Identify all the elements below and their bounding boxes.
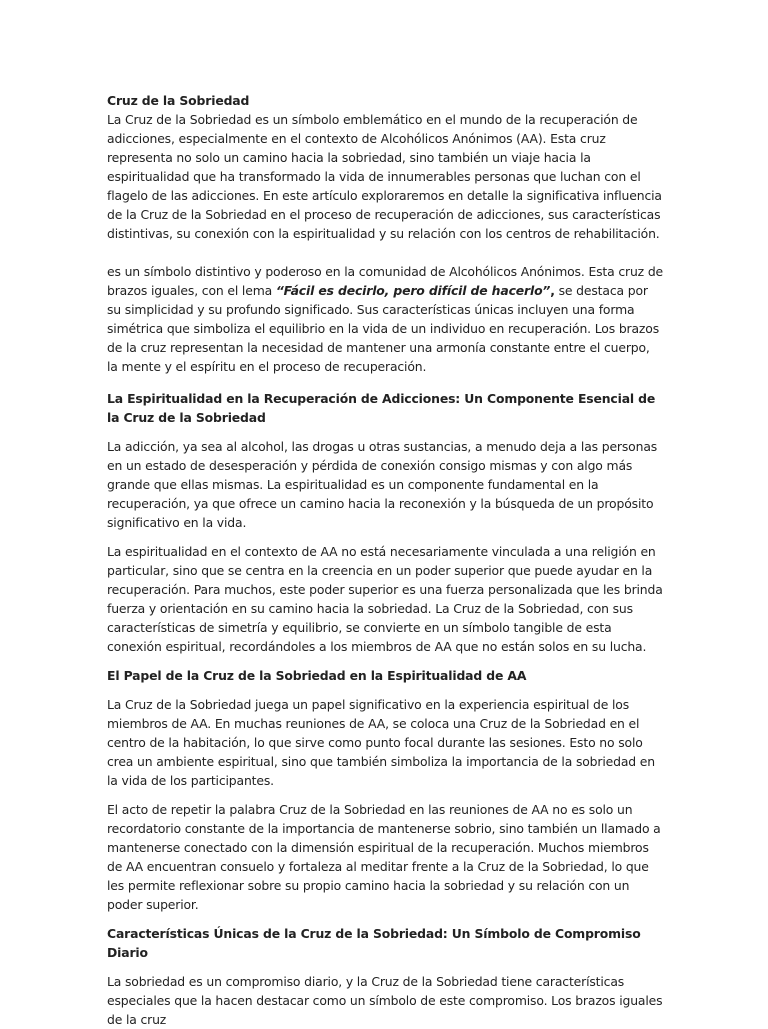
role-paragraph: La Cruz de la Sobriedad juega un papel significativo en la experiencia espiritual de los miembros de AA. En muchas reuniones de AA, se coloca una Cruz de la Sobriedad en el centro de la habitación, lo que sirve como punto focal durante las sesiones. Esto no solo crea un ambiente espiritual, sino que también simboliza la importancia de la sobriedad en la vida de los participantes. [107,697,655,788]
section-heading-spirituality: La Espiritualidad en la Recuperación de Adicciones: Un Componente Esencial de la Cruz de la Sobriedad [107,391,656,425]
symbol-paragraph [107,262,663,376]
motto-comma: , [550,283,555,298]
document-title: Cruz de la Sobriedad [107,93,250,108]
addiction-paragraph: La adicción, ya sea al alcohol, las drogas u otras sustancias, a menudo deja a las personas en un estado de desesperación y pérdida de conexión consigo mismas y con algo más grande que ellas mismas. La espiritualidad es un componente fundamental en la recuperación, ya que ofrece un camino hacia la reconexión y la búsqueda de un propósito significativo en la vida. [107,439,658,530]
repetition-paragraph: El acto de repetir la palabra Cruz de la Sobriedad en las reuniones de AA no es solo un recordatorio constante de la importancia de mantenerse sobrio, sino también un llamado a mantenerse conectado con la dimensión espiritual de la recuperación. Muchos miembros de AA encuentran consuelo y fortaleza al meditar frente a la Cruz de la Sobriedad, lo que les permite reflexionar sobre su propio camino hacia la sobriedad y su relación con un poder superior. [107,802,661,912]
spirituality-paragraph: La espiritualidad en el contexto de AA no está necesariamente vinculada a una religión en particular, sino que se centra en la creencia en un poder superior que puede ayudar en la recuperación. Para muchos, este poder superior es una fuerza personalizada que les brinda fuerza y orientación en su camino hacia la sobriedad. La Cruz de la Sobriedad, con sus características de simetría y equilibrio, se convierte en un símbolo tangible de esta conexión espiritual, recordándoles a los miembros de AA que no están solos en su lucha. [107,544,663,654]
section-heading-characteristics: Características Únicas de la Cruz de la Sobriedad: Un Símbolo de Compromiso Diario [107,926,641,960]
commitment-paragraph: La sobriedad es un compromiso diario, y la Cruz de la Sobriedad tiene características especiales que la hacen destacar como un símbolo de este compromiso. Los brazos iguales de la cruz [107,974,663,1027]
symbol-paragraph-start: es un símbolo distintivo y poderoso en la comunidad de Alcohólicos Anónimos. Esta cruz de brazos iguales, con el lema [107,264,664,298]
symbol-paragraph-end: se destaca por su simplicidad y su profundo significado. Sus características únicas incluyen una forma simétrica que simboliza el equilibrio en la vida de un individuo en recuperación. Los brazos de la cruz representan la necesidad de mantener una armonía constante entre el cuerpo, la mente y el espíritu en el proceso de recuperación. [107,283,660,374]
intro-paragraph: La Cruz de la Sobriedad es un símbolo emblemático en el mundo de la recuperación de adicciones, especialmente en el contexto de Alcohólicos Anónimos (AA). Esta cruz representa no solo un camino hacia la sobriedad, sino también un viaje hacia la espiritualidad que ha transformado la vida de innumerables personas que luchan con el flagelo de las adicciones. En este artículo exploraremos en detalle la significativa influencia de la Cruz de la Sobriedad en el proceso de recuperación de adicciones, sus características distintivas, su conexión con la espiritualidad y su relación con los centros de rehabilitación. [107,112,662,241]
document-page [107,91,663,1029]
motto-text: “Fácil es decirlo, pero difícil de hacerlo” [275,283,551,298]
section-heading-role: El Papel de la Cruz de la Sobriedad en la Espiritualidad de AA [107,668,527,683]
